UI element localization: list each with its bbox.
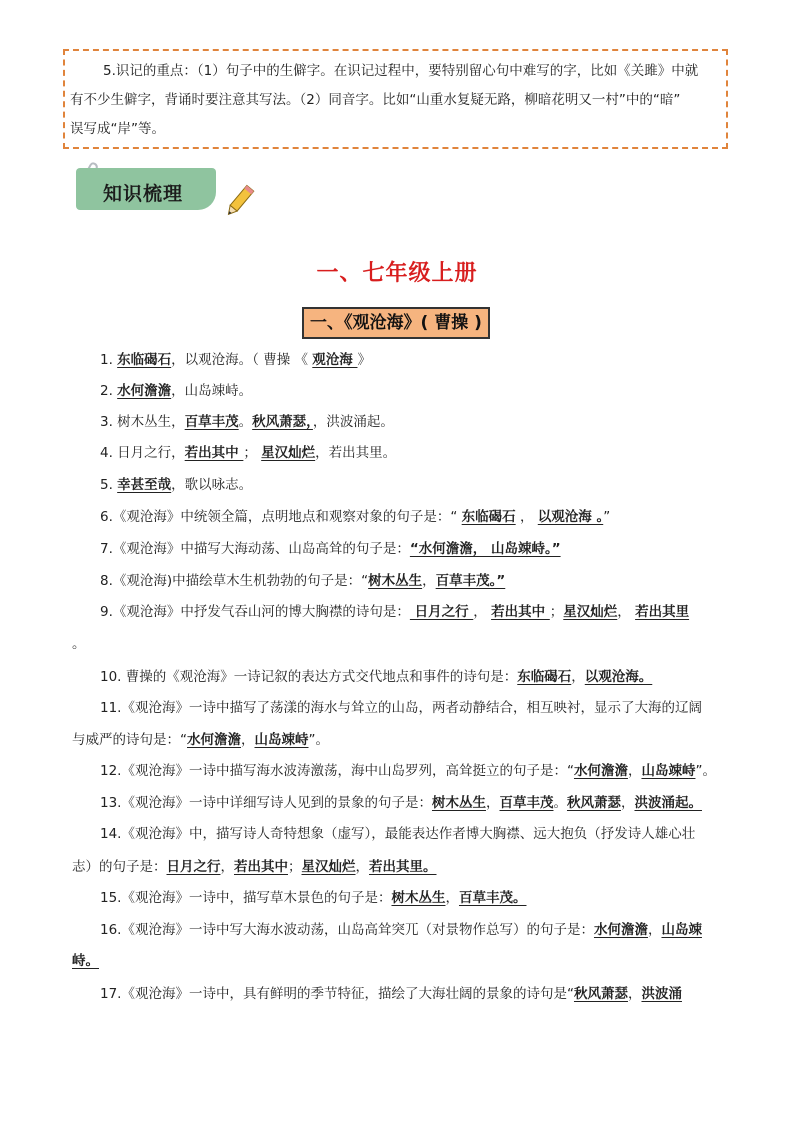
question-line (100, 508, 610, 526)
prompt-text: 11.《观沧海》一诗中描写了荡漾的海水与耸立的山岛，两者动静结合，相互映衬，显示了大海的辽阔 (100, 700, 702, 716)
answer-text: 山岛竦峙 (641, 763, 696, 779)
prompt-text: 与威严的诗句是：“ (72, 732, 187, 748)
prompt-text: ”。 (308, 732, 329, 748)
prompt-text: ，山岛竦峙。 (171, 383, 253, 399)
answer-text: 以观沧海 。 (537, 509, 604, 525)
prompt-text: ， (422, 573, 436, 589)
prompt-text: ，若出其里。 (315, 445, 397, 461)
answer-text: 日月之行 (166, 859, 221, 875)
page-title: 一、七年级上册 (316, 261, 478, 286)
prompt-text: ， (485, 795, 500, 811)
prompt-text: ； (288, 859, 302, 875)
prompt-text: ， (647, 922, 662, 938)
answer-text: 树木丛生 (368, 573, 423, 589)
question-line (100, 476, 252, 494)
answer-text: 百草丰茂 (184, 414, 239, 430)
question-line (100, 921, 702, 939)
question-line (100, 444, 396, 462)
prompt-text: ， (241, 732, 255, 748)
prompt-text: 12.《观沧海》一诗中描写海水波涛激荡，海中山岛罗列，高耸挺立的句子是：“ (100, 763, 574, 779)
answer-text: 星汉灿烂 (563, 604, 618, 620)
section-badge-label: 知识梳理 (103, 183, 184, 205)
question-line (72, 858, 437, 876)
question-line (100, 540, 561, 558)
prompt-text: 志）的句子是： (72, 859, 167, 875)
answer-text: 百草丰茂 (499, 795, 554, 811)
answer-text: 星汉灿烂 (301, 859, 356, 875)
answer-text: 幸甚至哉 (117, 477, 172, 493)
prompt-text: ， (355, 859, 369, 875)
answer-text: 水何澹澹 (117, 383, 172, 399)
prompt-text: ， (445, 890, 459, 906)
answer-text: 百草丰茂。 (458, 890, 527, 906)
prompt-text: 。 (238, 414, 253, 430)
prompt-text: 6.《观沧海》中统领全篇，点明地点和观察对象的句子是：“ (100, 509, 462, 525)
prompt-text: 2. (100, 383, 118, 399)
prompt-text: 13.《观沧海》一诗中详细写诗人见到的景象的句子是： (100, 795, 432, 811)
lesson-title: 一、《观沧海》( 曹操 ) (302, 307, 490, 339)
prompt-text: 7.《观沧海》中描写大海动荡、山岛高耸的句子是： (100, 541, 410, 557)
prompt-text: 8.《观沧海)中描绘草木生机勃勃的句子是：“ (100, 573, 369, 589)
question-line (100, 382, 252, 400)
prompt-text: 3. 树木丛生， (100, 414, 185, 430)
answer-text: 洪波涌起。 (634, 795, 702, 811)
answer-text: 星汉灿烂 (261, 445, 316, 461)
answer-text: 东临碣石 (461, 509, 516, 525)
answer-text: 若出其里。 (369, 859, 437, 875)
answer-text: 日月之行 (409, 604, 474, 620)
prompt-text: ， (515, 509, 538, 525)
answer-text: 若出其中 (491, 604, 550, 620)
question-line (72, 952, 99, 970)
prompt-text: ； (549, 604, 564, 620)
question-line (72, 635, 86, 653)
answer-text: 树木丛生 (431, 795, 486, 811)
prompt-text: 。 (72, 636, 86, 652)
question-line (100, 825, 695, 843)
answer-text: 水何澹澹 (573, 763, 628, 779)
answer-text: “水何澹澹， 山岛竦峙。” (409, 541, 561, 557)
prompt-text: ， (571, 669, 585, 685)
question-line (100, 668, 652, 686)
answer-text: 水何澹澹 (187, 732, 241, 748)
prompt-text: ； (243, 445, 262, 461)
question-line (100, 889, 526, 907)
answer-text: 树木丛生 (391, 890, 446, 906)
pencil-icon (222, 182, 256, 220)
prompt-text: 4. 日月之行， (100, 445, 185, 461)
answer-text: 以观沧海。 (584, 669, 653, 685)
prompt-text: ， (220, 859, 234, 875)
answer-text: 秋风萧瑟， (252, 414, 313, 430)
prompt-text: ，歌以咏志。 (171, 477, 253, 493)
prompt-text: 16.《观沧海》一诗中写大海水波动荡，山岛高耸突兀（对景物作总写）的句子是： (100, 922, 594, 938)
key-points-line: 误写成“岸”等。 (70, 121, 165, 137)
prompt-text: 15.《观沧海》一诗中，描写草木景色的句子是： (100, 890, 392, 906)
answer-text: 百草丰茂。” (435, 573, 506, 589)
key-points-line: 有不少生僻字，背诵时要注意其写法。（2）同音字。比如“山重水复疑无路，柳暗花明又一村”中的“暗” (70, 92, 681, 108)
answer-text: 秋风萧瑟 (573, 986, 628, 1002)
prompt-text: 10. 曹操的《观沧海》一诗记叙的表达方式交代地点和事件的诗句是： (100, 669, 518, 685)
answer-text: 峙。 (72, 953, 99, 969)
question-line (100, 762, 716, 780)
prompt-text: 14.《观沧海》中，描写诗人奇特想象（虚写），最能表达作者博大胸襟、远大抱负（抒发诗人雄心壮 (100, 826, 696, 842)
prompt-text: ， (473, 604, 492, 620)
prompt-text: 5. (100, 477, 118, 493)
prompt-text: ”。 (695, 763, 716, 779)
answer-text: 山岛竦 (661, 922, 702, 938)
prompt-text: 。 (553, 795, 567, 811)
question-line (100, 572, 505, 590)
prompt-text: ， (620, 795, 635, 811)
key-points-line: 5.识记的重点：（1）句子中的生僻字。在识记过程中，要特别留心句中难写的字，比如《关雎》中就 (103, 63, 699, 79)
answer-text: 观沧海 (312, 352, 358, 368)
question-line (100, 794, 702, 812)
prompt-text: ，洪波涌起。 (312, 414, 394, 430)
answer-text: 东临碣石 (517, 669, 572, 685)
answer-text: 洪波涌 (641, 986, 682, 1002)
prompt-text: ， (617, 604, 636, 620)
question-line (100, 603, 689, 621)
prompt-text: 1. (100, 352, 118, 368)
answer-text: 若出其里 (635, 604, 690, 620)
question-line (100, 413, 394, 431)
question-line (100, 699, 702, 717)
prompt-text: ， (627, 986, 642, 1002)
answer-text: 山岛竦峙 (254, 732, 309, 748)
answer-text: 秋风萧瑟 (566, 795, 621, 811)
question-line (100, 985, 682, 1003)
answer-text: 若出其中 (234, 859, 288, 875)
prompt-text: 9.《观沧海》中抒发气吞山河的博大胸襟的诗句是： (100, 604, 410, 620)
answer-text: 水何澹澹 (593, 922, 648, 938)
prompt-text: 17.《观沧海》一诗中，具有鲜明的季节特征，描绘了大海壮阔的景象的诗句是“ (100, 986, 574, 1002)
prompt-text: ” (603, 509, 611, 525)
question-line (72, 731, 329, 749)
question-line (100, 351, 371, 369)
prompt-text: 》 (357, 352, 371, 368)
prompt-text: ， (627, 763, 642, 779)
prompt-text: ，以观沧海。（ 曹操 《 (171, 352, 313, 368)
answer-text: 若出其中 (184, 445, 244, 461)
answer-text: 东临碣石 (117, 352, 172, 368)
